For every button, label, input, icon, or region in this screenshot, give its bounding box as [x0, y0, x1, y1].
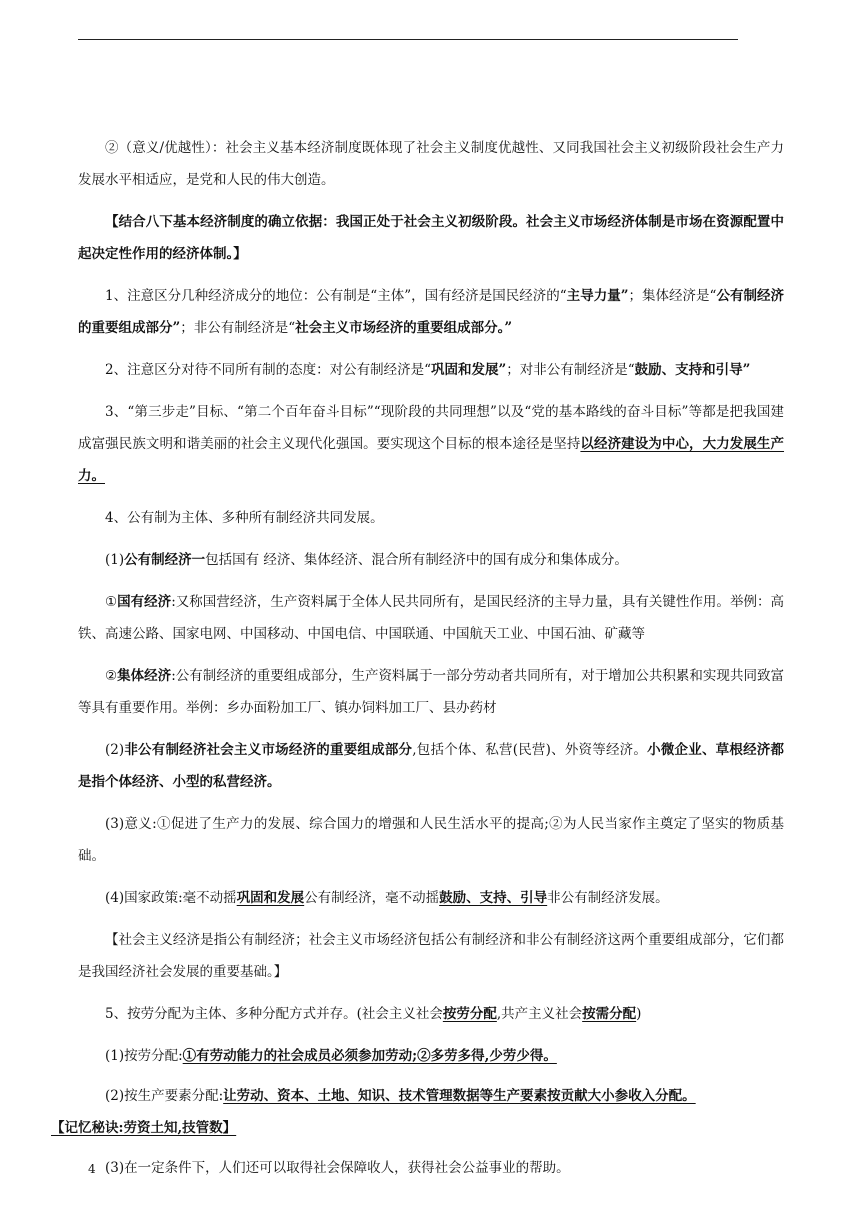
text: :又称国营经济，生产资料属于全体人民共同所有，是国民经济的主导力量，具有关键性作用。举例：高铁、高速公路、国家电网、中国移动、中国电信、中国联通、中国航天工业、中国石油、矿藏等	[78, 594, 784, 642]
text: (4)国家政策:毫不动摇	[105, 890, 237, 906]
text: 3、“第三步走”目标、“第二个百年奋斗目标”“现阶段的共同理想”以及“党的基本路线的奋斗目标”等都是把我国建成富强民族文明和谐美丽的社会主义现代化强国。要实现这个目标的根本途径是坚持	[78, 404, 784, 452]
paragraph-non-public-economy	[78, 734, 784, 798]
text: ②（意义/优越性）：社会主义基本经济制度既体现了社会主义制度优越性、又同我国社会主义初级阶段社会生产力发展水平相适应，是党和人民的伟大创造。	[78, 140, 784, 188]
text: (1)	[105, 552, 125, 568]
text: 2、注意区分对待不同所有制的态度：对公有制经济是“	[105, 362, 431, 378]
paragraph-significance	[78, 132, 784, 196]
paragraph-significance-3	[78, 808, 784, 872]
bold-text: 【结合八下基本经济制度的确立依据：我国正处于社会主义初级阶段。社会主义市场经济体制是市场在资源配置中起决定性作用的经济体制。】	[78, 214, 784, 262]
bold-text: 社会主义市场经济的重要组成部分。”	[295, 320, 513, 336]
paragraph-factor-distribution	[51, 1080, 784, 1144]
paragraph-policy-4	[78, 882, 784, 914]
paragraph-state-economy	[78, 586, 784, 650]
paragraph-public-economy	[78, 544, 784, 576]
paragraph-1-status	[78, 280, 784, 344]
text: 非公有制经济发展。	[547, 890, 669, 906]
text: 5、按劳分配为主体、多种分配方式并存。(社会主义社会	[105, 1006, 443, 1022]
bold-text: 集体经济	[117, 668, 172, 684]
underlined-bold-text: 让劳动、资本、土地、知识、技术管理数据等生产要素按贡献大小参收入分配。	[223, 1088, 696, 1104]
bold-text: 鼓励、支持和引导”	[634, 362, 751, 378]
underlined-bold-text: 巩固和发展	[236, 890, 305, 906]
text: (3)意义:①促进了生产力的发展、综合国力的增强和人民生活水平的提高;②为人民当家作主奠定了坚实的物质基础。	[78, 816, 784, 864]
bold-text: 主导力量”	[566, 288, 629, 304]
text: ；集体经济是“	[628, 288, 717, 304]
text: ②	[105, 668, 118, 684]
text: ,共产主义社会	[496, 1006, 583, 1022]
text: (1)按劳分配:	[105, 1048, 183, 1064]
text: )	[636, 1006, 642, 1022]
underlined-bold-text: 以经济建设为中心，大力发展生产力。	[78, 436, 785, 484]
text: ；非公有制经济是“	[180, 320, 296, 336]
paragraph-3-goals	[78, 396, 784, 492]
bold-text: 小微企业、草根经济都是指个体经济、小型的私营经济。	[78, 742, 785, 790]
text: 【社会主义经济是指公有制经济；社会主义市场经济包括公有制经济和非公有制经济这两个重要组成部分，它们都是我国经济社会发展的重要基础。】	[78, 932, 784, 980]
text: :公有制经济的重要组成部分，生产资料属于一部分劳动者共同所有，对于增加公共积累和实现共同致富等具有重要作用。举例：乡办面粉加工厂、镇办饲料加工厂、县办药材	[78, 668, 784, 716]
text: 1、注意区分几种经济成分的地位：公有制是“主体”，国有经济是国民经济的“	[105, 288, 567, 304]
bold-text: 公有制经济的重要组成部分”	[78, 288, 785, 336]
memory-tip: 【记忆秘诀:劳资土知,技管数】	[51, 1120, 237, 1136]
text: 公有制经济，毫不动摇	[304, 890, 440, 906]
paragraph-collective-economy	[78, 660, 784, 724]
paragraph-2-attitude	[78, 354, 784, 386]
bold-text: 国有经济	[117, 594, 172, 610]
text: 包括国有 经济、集体经济、混合所有制经济中的国有成分和集体成分。	[205, 552, 628, 568]
document-body	[51, 132, 785, 1194]
text: ①	[105, 594, 118, 610]
text: 4、公有制为主体、多种所有制经济共同发展。	[105, 510, 384, 526]
paragraph-market-note	[78, 924, 784, 988]
text: ；对非公有制经济是“	[506, 362, 635, 378]
underlined-bold-text: 鼓励、支持、引导	[439, 890, 548, 906]
underlined-bold-text: 按需分配	[582, 1006, 637, 1022]
paragraph-social-security	[78, 1152, 784, 1184]
header-rule	[78, 39, 738, 40]
bold-text: 非公有制经济社会主义市场经济的重要组成部分	[124, 742, 413, 758]
text: (2)按生产要素分配:	[105, 1088, 224, 1104]
bold-text: 巩固和发展”	[431, 362, 507, 378]
paragraph-labor-distribution	[78, 1040, 784, 1072]
page-number: 4	[88, 1162, 96, 1176]
text: ,包括个体、私营(民营)、外资等经济。	[412, 742, 648, 758]
underlined-bold-text: ①有劳动能力的社会成员必须参加劳动;②多劳多得,少劳少得。	[182, 1048, 557, 1064]
paragraph-basis-note	[78, 206, 784, 270]
bold-text: 公有制经济一	[124, 552, 206, 568]
text: (2)	[105, 742, 125, 758]
underlined-bold-text: 按劳分配	[442, 1006, 497, 1022]
text: (3)在一定条件下，人们还可以取得社会保障收人，获得社会公益事业的帮助。	[105, 1160, 570, 1176]
paragraph-5-distribution	[78, 998, 784, 1030]
paragraph-4-ownership	[78, 502, 784, 534]
